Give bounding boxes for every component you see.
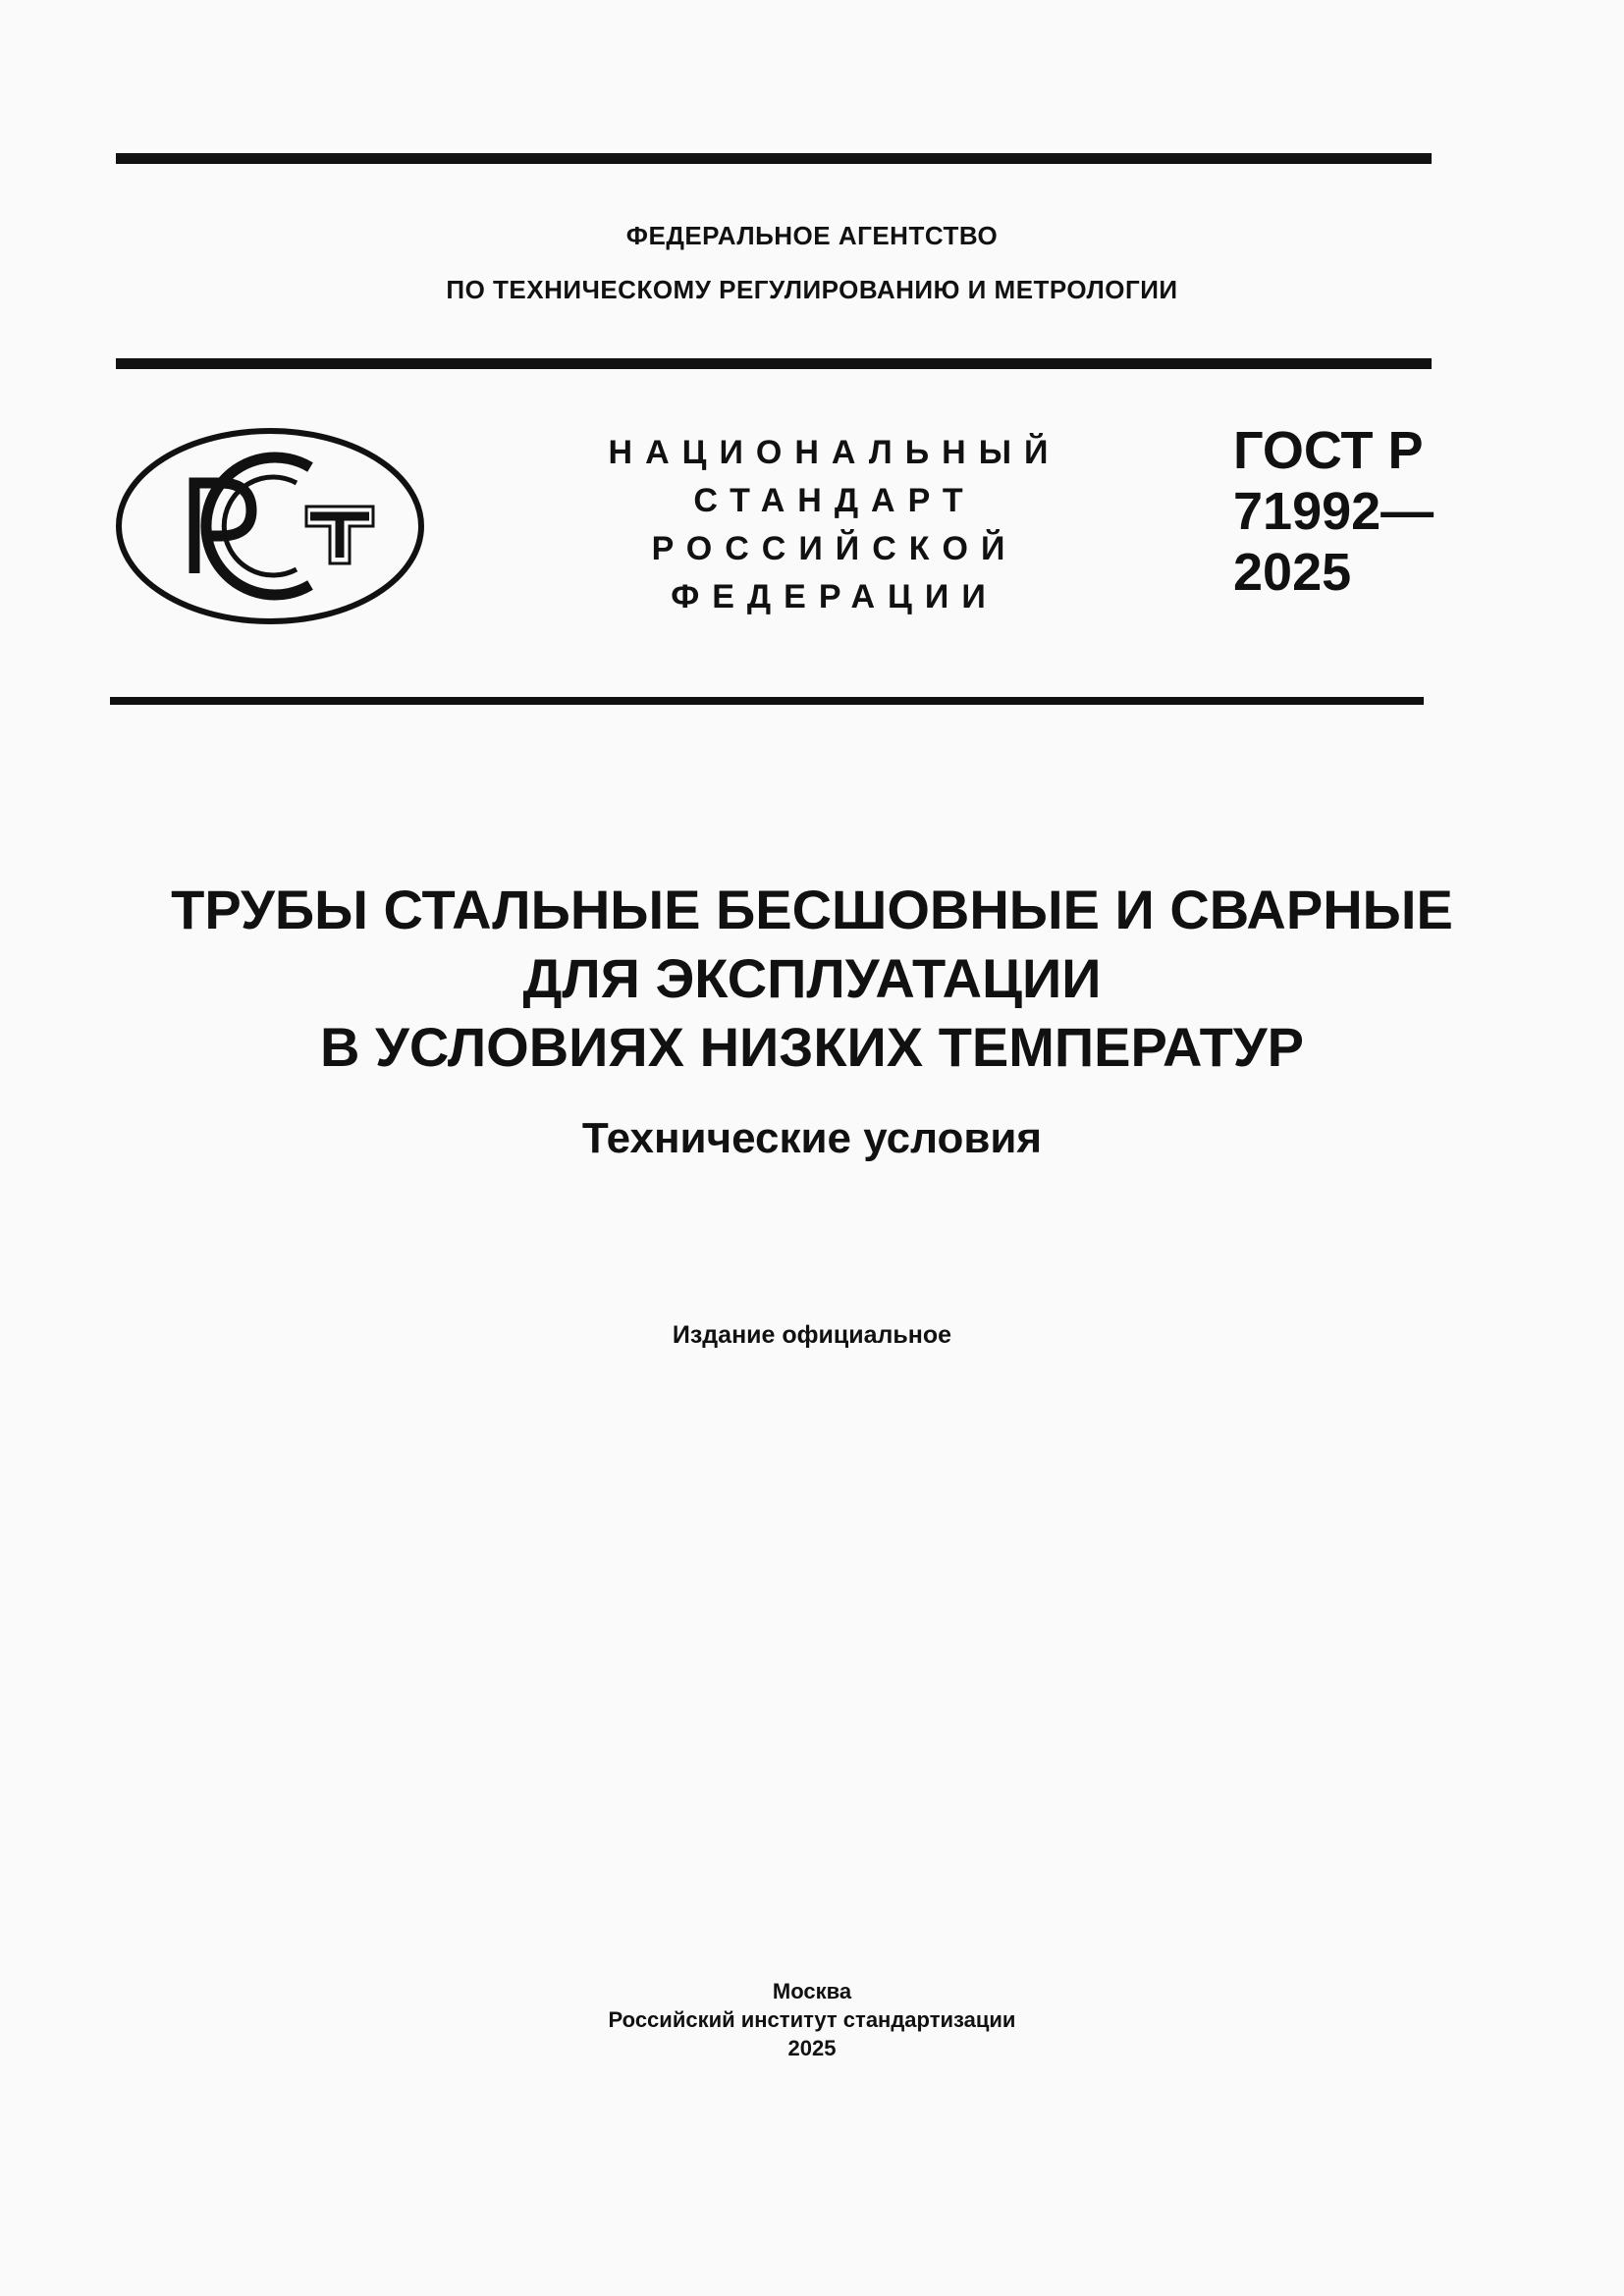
imprint-publisher: Российский институт стандартизации [608,2007,1016,2032]
designation-line-2: 71992— [1233,482,1435,541]
imprint-city: Москва [772,1979,852,2003]
title-line-2: ДЛЯ ЭКСПЛУАТАЦИИ [522,947,1102,1009]
national-standard-block [550,429,1119,621]
designation-line-3: 2025 [1233,543,1352,602]
national-standard-line-1: НАЦИОНАЛЬНЫЙ [608,434,1061,471]
document-title [0,876,1624,1082]
document-subtitle: Технические условия [581,1114,1043,1162]
section-rule [110,697,1424,705]
imprint-year: 2025 [787,2036,837,2060]
imprint [0,1977,1624,2062]
designation-line-1: ГОСТ Р [1233,421,1424,480]
agency-name-line-1: ФЕДЕРАЛЬНОЕ АГЕНТСТВО [625,221,999,250]
national-standard-line-4: ФЕДЕРАЦИИ [671,578,999,615]
title-line-1: ТРУБЫ СТАЛЬНЫЕ БЕСШОВНЫЕ И СВАРНЫЕ [171,879,1453,940]
national-standard-line-2: СТАНДАРТ [693,482,976,519]
top-rule [116,153,1432,164]
agency-name-line-2: ПО ТЕХНИЧЕСКОМУ РЕГУЛИРОВАНИЮ И МЕТРОЛОГИИ [446,275,1178,304]
rst-gost-mark-icon [114,426,426,626]
edition-label: Издание официальное [672,1321,952,1349]
national-standard-line-3: РОССИЙСКОЙ [651,530,1018,567]
standard-designation [1233,420,1489,603]
header-rule [116,358,1432,369]
title-line-3: В УСЛОВИЯХ НИЗКИХ ТЕМПЕРАТУР [320,1016,1304,1078]
